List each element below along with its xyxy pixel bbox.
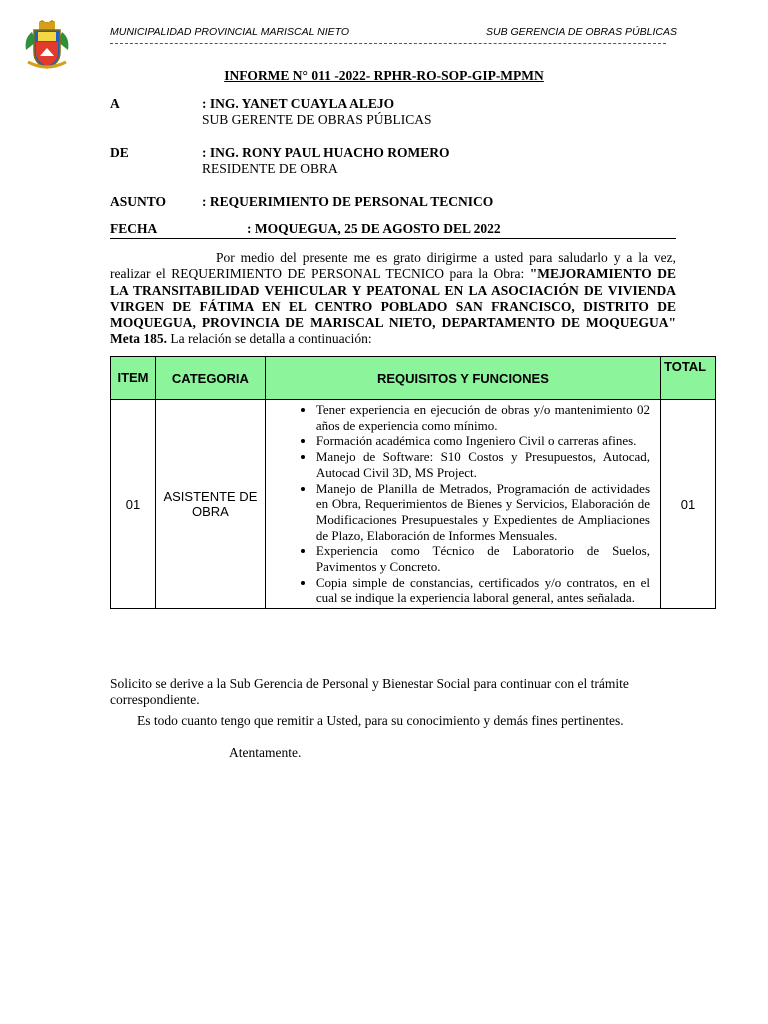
from-label: DE bbox=[110, 145, 129, 160]
header-requirements: REQUISITOS Y FUNCIONES bbox=[265, 357, 660, 400]
header-department: SUB GERENCIA DE OBRAS PÚBLICAS bbox=[486, 26, 677, 38]
header-municipality: MUNICIPALIDAD PROVINCIAL MARISCAL NIETO bbox=[110, 26, 350, 38]
date-label: FECHA bbox=[110, 221, 158, 236]
date-value: : MOQUEGUA, 25 DE AGOSTO DEL 2022 bbox=[247, 221, 501, 236]
cell-category: ASISTENTE DE OBRA bbox=[155, 400, 265, 609]
to-position: SUB GERENTE DE OBRAS PÚBLICAS bbox=[202, 112, 432, 127]
list-item: • Experiencia como Técnico de Laboratorio de Suelos, Pavimentos y Concreto. bbox=[316, 543, 650, 574]
body-paragraph bbox=[110, 250, 676, 348]
subject-value: : REQUERIMIENTO DE PERSONAL TECNICO bbox=[202, 194, 494, 209]
list-item: • Manejo de Planilla de Metrados, Programación de actividades en Obra, Requerimientos de Bienes y Servicios, Elaboración de Modificaciones Presupuestales y Expedientes de Ampliaciones de Plazo, Elaboración de Informes Mensuales. bbox=[316, 481, 650, 544]
municipal-coat-of-arms-logo bbox=[22, 20, 72, 70]
closing-request: Solicito se derive a la Sub Gerencia de Personal y Bienestar Social para continuar con el trámite correspondiente. bbox=[110, 676, 629, 707]
cell-requirements bbox=[265, 400, 660, 609]
list-item: • Manejo de Software: S10 Costos y Presupuestos, Autocad, Autocad Civil 3D, MS Project. bbox=[316, 449, 650, 480]
report-title: INFORME N° 011 -2022- RPHR-RO-SOP-GIP-MPMN bbox=[224, 68, 544, 83]
subject-label: ASUNTO bbox=[110, 194, 167, 209]
header-divider bbox=[110, 43, 666, 44]
closing-final: Es todo cuanto tengo que remitir a Usted, para su conocimiento y demás fines pertinentes. bbox=[137, 713, 624, 728]
date-divider bbox=[110, 238, 676, 239]
table-header-row bbox=[111, 357, 716, 400]
to-label: A bbox=[110, 96, 120, 111]
body-outro: La relación se detalla a continuación: bbox=[166, 331, 372, 347]
table-row bbox=[111, 400, 716, 609]
header-total: TOTAL bbox=[661, 357, 716, 400]
from-position: RESIDENTE DE OBRA bbox=[202, 161, 338, 176]
cell-total: 01 bbox=[661, 400, 716, 609]
requirements-table bbox=[110, 356, 716, 609]
to-name: : ING. YANET CUAYLA ALEJO bbox=[202, 96, 395, 111]
list-item: • Formación académica como Ingeniero Civil o carreras afines. bbox=[316, 433, 650, 449]
header-item: ITEM bbox=[111, 357, 156, 400]
cell-item: 01 bbox=[111, 400, 156, 609]
body-intro: Por medio del presente me es grato dirigirme a usted para saludarlo y a la vez, realizar el REQUERIMIENTO DE PERSONAL TECNICO para la Obra: bbox=[110, 250, 676, 282]
list-item: • Copia simple de constancias, certificados y/o contratos, en el cual se indique la experiencia laboral general, antes señalada. bbox=[316, 575, 650, 606]
body-project: "MEJORAMIENTO DE LA TRANSITABILIDAD VEHICULAR Y PEATONAL EN LA ASOCIACIÓN DE VIVIENDA VIRGEN DE FÁTIMA EN EL CENTRO POBLADO SAN FRANCISCO, DISTRITO DE MOQUEGUA, PROVINCIA DE MARISCAL NIETO, DEPARTAMENTO DE MOQUEGUA" Meta 185. bbox=[110, 266, 676, 347]
requirements-list bbox=[270, 402, 650, 606]
closing-signoff: Atentamente. bbox=[229, 745, 302, 760]
list-item: • Tener experiencia en ejecución de obras y/o mantenimiento 02 años de experiencia como mínimo. bbox=[316, 402, 650, 433]
from-name: : ING. RONY PAUL HUACHO ROMERO bbox=[202, 145, 450, 160]
header-category: CATEGORIA bbox=[155, 357, 265, 400]
